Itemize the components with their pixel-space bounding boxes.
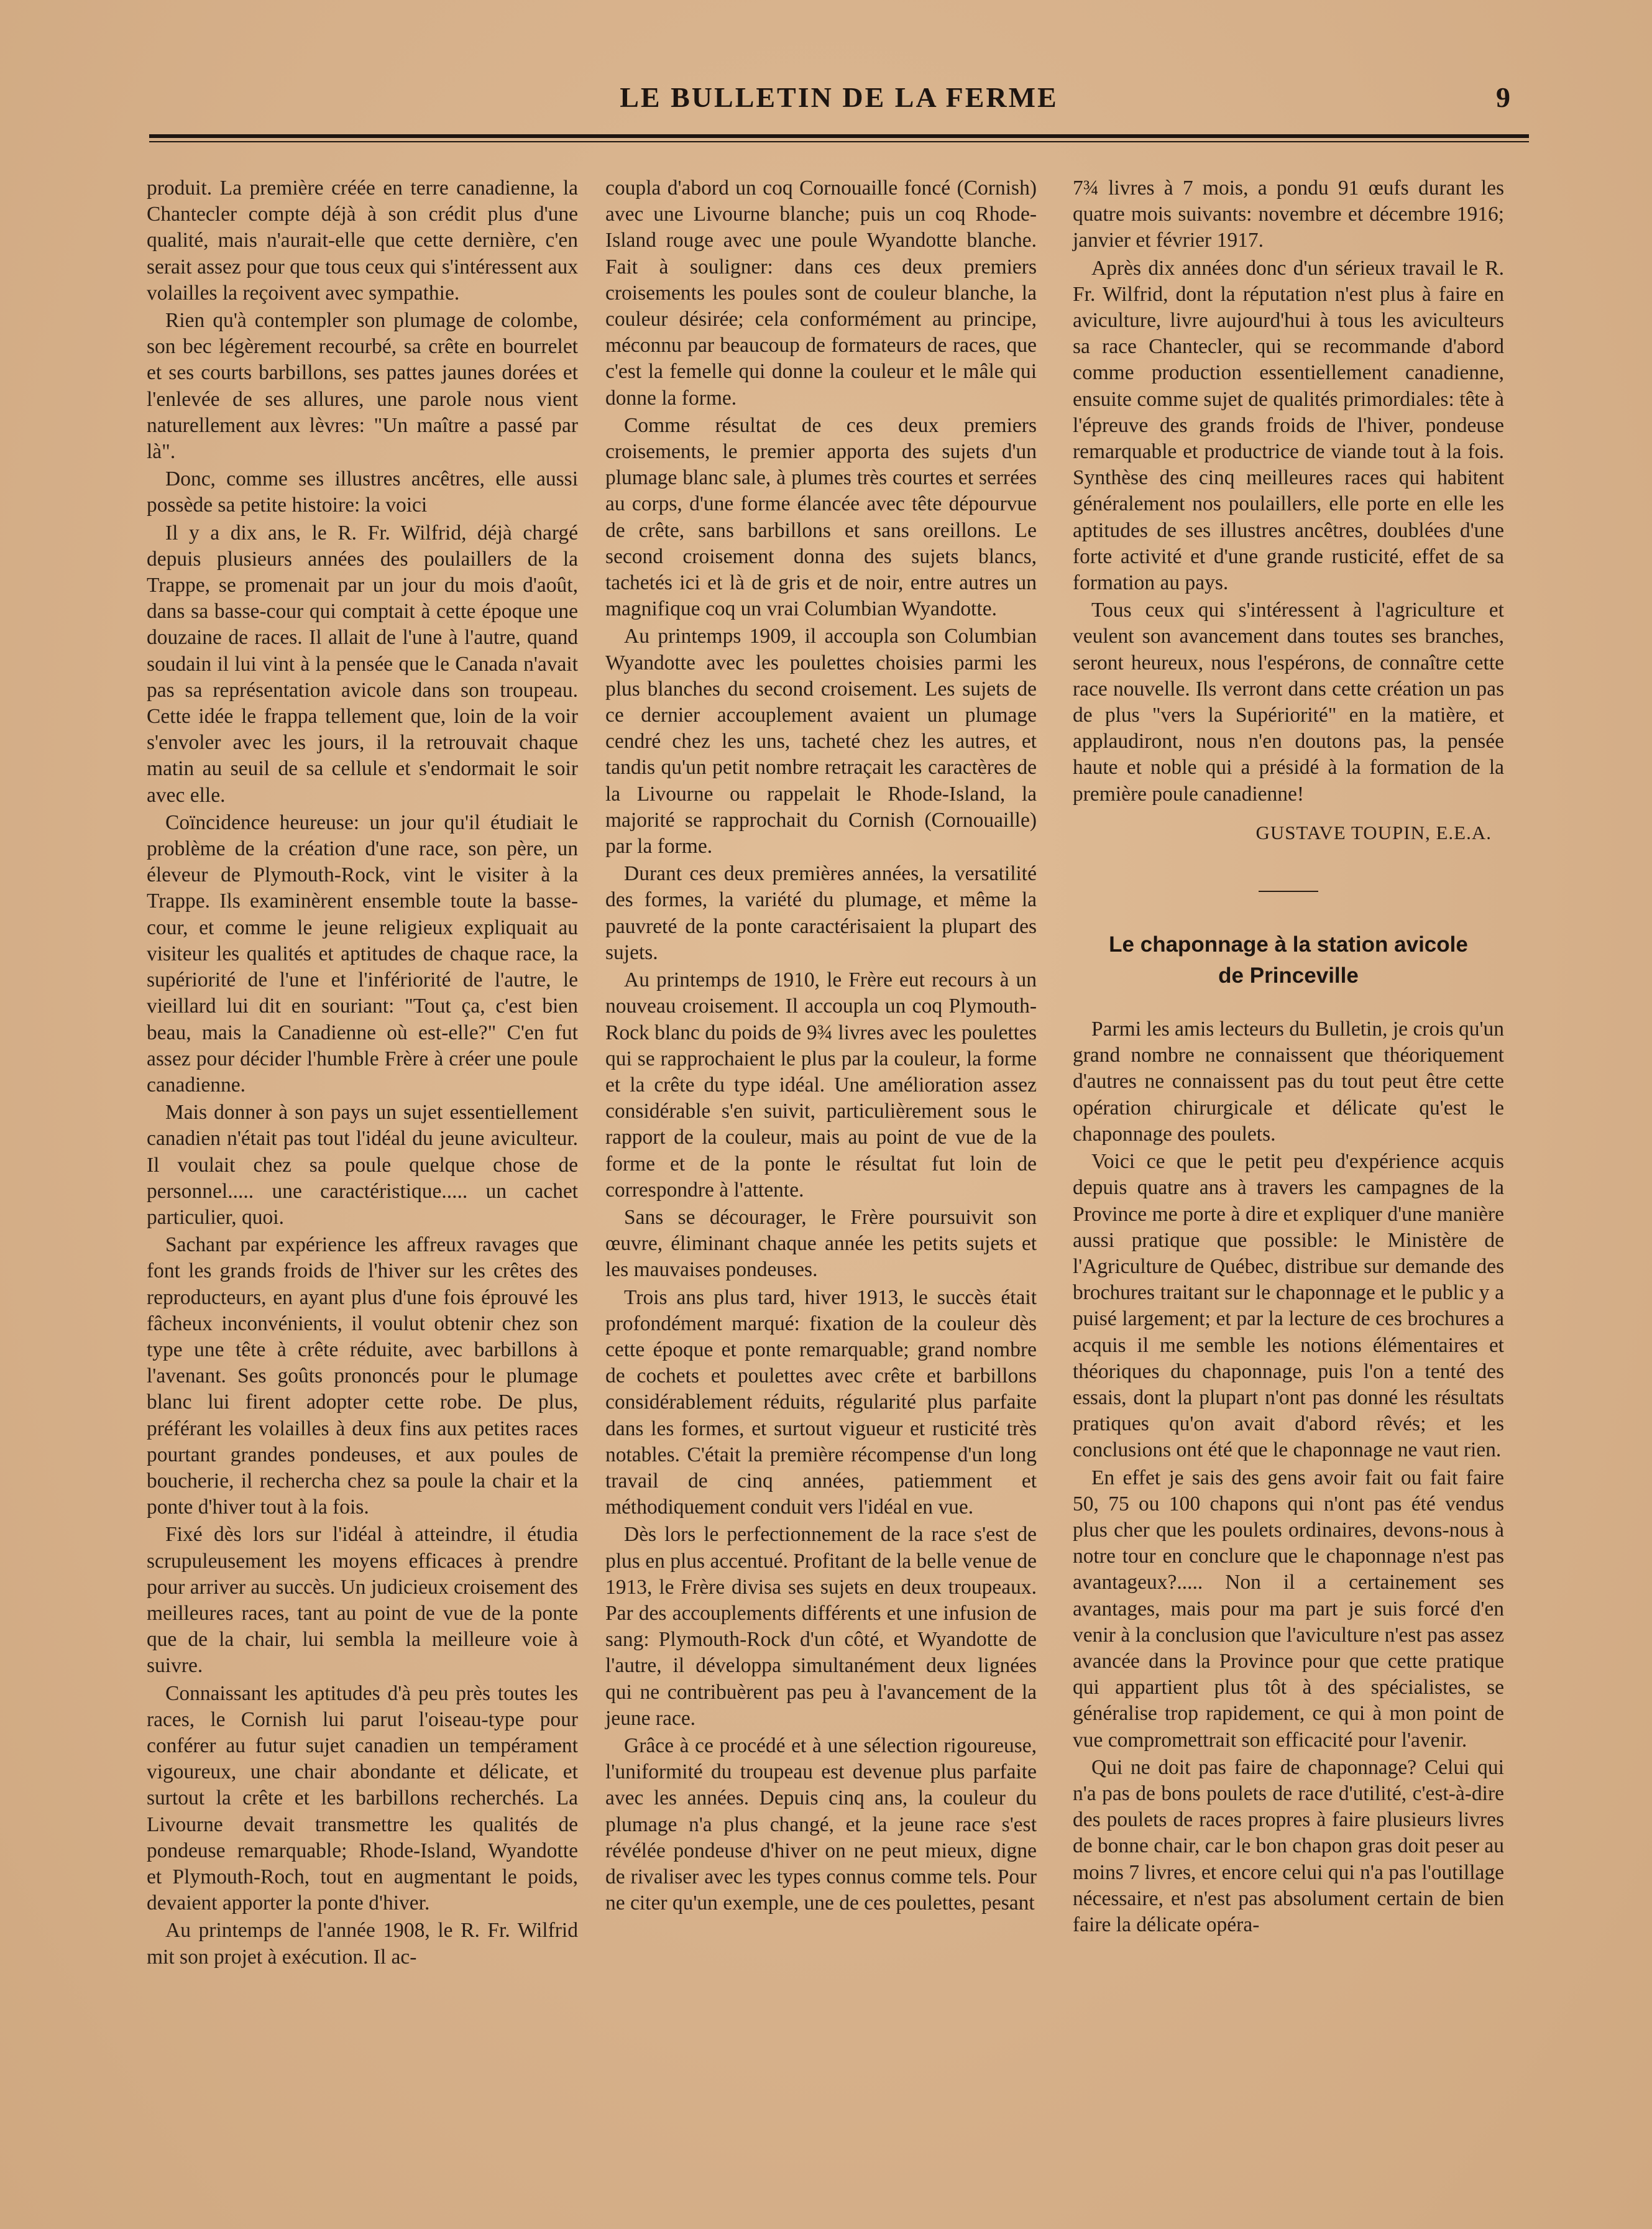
paragraph: Fixé dès lors sur l'idéal à atteindre, il étudia scrupuleusement les moyens efficaces à prendre pour arriver au succès. Un judicieux croisement des meilleures races, tant au point de vue de la ponte que de la chair, lui sembla la meilleure voie à suivre. bbox=[147, 1523, 578, 1678]
section-title-line-1: Le chaponnage à la station avicole bbox=[1109, 932, 1468, 957]
paragraph: Tous ceux qui s'intéressent à l'agriculture et veulent son avancement dans toutes ses branches, seront heureux, nous l'espérons, de connaître cette race nouvelle. Ils verront dans cette création un pas de plus "vers la Supériorité" en la matière, et applaudiront, nous n'en doutons pas, la pensée haute et noble qui a présidé à la formation de la première poule canadienne! bbox=[1073, 599, 1504, 806]
paragraph: Dès lors le perfectionnement de la race s'est de plus en plus accentué. Profitant de la belle venue de 1913, le Frère divisa ses sujets en deux troupeaux. Par des accouplements différents et une infusion de sang: Plymouth-Rock d'un côté, et Wyandotte de l'autre, il développa simultanément deux lignées qui ne contribuèrent pas peu à l'avancement de la jeune race. bbox=[605, 1523, 1037, 1730]
paragraph: Voici ce que le petit peu d'expérience acquis depuis quatre ans à travers les campagnes de la Province me porte à dire et expliquer d'une manière aussi pratique que possible: le Ministère de l'Agriculture de Québec, distribue sur demande des brochures traitant sur le chaponnage et le public y a puisé largement; et par la lecture de ces brochures a acquis il me semble les notions élémentaires et théoriques du chaponnage, puis l'on a tenté des essais, dont la plupart n'ont pas donné les résultats pratiques qu'on avait d'abord rêvés; et les conclusions ont été que le chaponnage ne vaut rien. bbox=[1073, 1150, 1504, 1462]
paragraph: Au printemps 1909, il accoupla son Columbian Wyandotte avec les poulettes choisies parmi les plus blanches du second croisement. Les sujets de ce dernier accouplement avaient un plumage cendré chez les uns, tacheté chez les autres, et tandis qu'un petit nombre retraçait les caractères de la Livourne ou rappelait le Rhode-Island, la majorité se rapprochait du Cornish (Cornouaille) par la forme. bbox=[605, 625, 1037, 858]
paragraph: Au printemps de 1910, le Frère eut recours à un nouveau croisement. Il accoupla un coq Plymouth-Rock blanc du poids de 9¾ livres avec les poulettes qui se rapprochaient le plus par la couleur, la forme et la crête du type idéal. Une amélioration assez considérable s'en suivit, particulièrement sous le rapport de la couleur, mais au point de vue de la forme et de la ponte le résultat fut loin de correspondre à l'attente. bbox=[605, 968, 1037, 1202]
paragraph: Rien qu'à contempler son plumage de colombe, son bec légèrement recourbé, sa crête en bourrelet et ses courts barbillons, ses pattes jaunes dorées et l'enlevée de ses allures, une parole nous vient naturellement aux lèvres: "Un maître a passé par là". bbox=[147, 309, 578, 464]
article-separator bbox=[1259, 891, 1318, 892]
paragraph: Sachant par expérience les affreux ravages que font les grands froids de l'hiver sur les crêtes des reproducteurs, en ayant plus d'une fois éprouvé les fâcheux inconvénients, il voulut obtenir chez son type une tête à crête réduite, avec barbillons à l'avenant. Ses goûts prononcés pour le plumage blanc lui firent adopter cette robe. De plus, préférant les volailles à deux fins aux petites races pourtant grandes pondeuses, et aux poules de boucherie, il rechercha chez sa poule la chair et la ponte d'hiver tout à la fois. bbox=[147, 1233, 578, 1519]
column-3 bbox=[1073, 175, 1504, 1939]
paragraph: Connaissant les aptitudes d'à peu près toutes les races, le Cornish lui parut l'oiseau-type pour conférer au futur sujet canadien un tempérament vigoureux, une chair abondante et délicate, et surtout la crête et les barbillons recherchés. La Livourne devait transmettre les qualités de pondeuse remarquable; Rhode-Island, Wyandotte et Plymouth-Roch, tout en augmentant le poids, devaient apporter la ponte d'hiver. bbox=[147, 1681, 578, 1915]
paragraph: Grâce à ce procédé et à une sélection rigoureuse, l'uniformité du troupeau est devenue plus parfaite avec les années. Depuis cinq ans, la couleur du plumage n'a plus changé, et la jeune race s'est révélée pondeuse d'hiver on ne peut mieux, digne de rivaliser avec les types connus comme tels. Pour ne citer qu'un exemple, une de ces poulettes, pesant bbox=[605, 1734, 1037, 1915]
masthead-title: LE BULLETIN DE LA FERME bbox=[620, 81, 1058, 113]
page-header bbox=[149, 73, 1529, 129]
paragraph: Coïncidence heureuse: un jour qu'il étudiait le problème de la création d'une race, son père, un éleveur de Plymouth-Rock, vint le visiter à la Trappe. Ils examinèrent ensemble toute la basse-cour, et comme le jeune religieux expliquait au visiteur les qualités et aptitudes de chaque race, la supériorité de l'une et l'infériorité de l'autre, le vieillard lui dit en souriant: "Tout ça, c'est bien beau, mais la Canadienne où est-elle?" C'en fut assez pour décider l'humble Frère à créer une poule canadienne. bbox=[147, 811, 578, 1096]
paragraph: Sans se décourager, le Frère poursuivit son œuvre, éliminant chaque année les petits sujets et les mauvaises pondeuses. bbox=[605, 1205, 1037, 1282]
paragraph: Trois ans plus tard, hiver 1913, le succès était profondément marqué: fixation de la couleur dès cette époque et ponte remarquable; grand nombre de cochets et poulettes avec crête et barbillons considérablement réduits, régularité plus parfaite dans les formes, et surtout vigueur et rusticité très notables. C'était la première récompense d'un long travail de cinq années, patiemment et méthodiquement conduit vers l'idéal en vue. bbox=[605, 1285, 1037, 1519]
paragraph: Mais donner à son pays un sujet essentiellement canadien n'était pas tout l'idéal du jeune aviculteur. Il voulait chez sa poule quelque chose de personnel..... une caractéristique..... un cachet particulier, quoi. bbox=[147, 1101, 578, 1229]
header-rule-thick bbox=[149, 134, 1529, 138]
page-number: 9 bbox=[1496, 81, 1510, 113]
paragraph: En effet je sais des gens avoir fait ou fait faire 50, 75 ou 100 chapons qui n'ont pas été vendus plus cher que les poulets ordinaires, devons-nous à notre tour en conclure que le chaponnage n'est pas avantageux?..... Non il a certainement ses avantages, mais pour ma part je suis forcé d'en venir à la conclusion que l'aviculture n'est pas assez avancée dans la Province pour que cette pratique qui appartient plus tôt à des spécialistes, se généralise trop rapidement, ce qui à mon point de vue compromettrait son efficacité pour l'avenir. bbox=[1073, 1466, 1504, 1752]
paragraph: Durant ces deux premières années, la versatilité des formes, la variété du plumage, et même la pauvreté de la ponte caractérisaient la plupart des sujets. bbox=[605, 862, 1037, 964]
paragraph: coupla d'abord un coq Cornouaille foncé (Cornish) avec une Livourne blanche; puis un coq Rhode-Island rouge avec une poule Wyandotte blanche. Fait à souligner: dans ces deux premiers croisements les poules sont de couleur blanche, la couleur désirée; cela conformément au principe, méconnu par beaucoup de formateurs de races, que c'est la femelle qui donne la couleur et le mâle qui donne la forme. bbox=[605, 177, 1037, 410]
section-title-line-2: de Princeville bbox=[1218, 963, 1359, 988]
paragraph: Donc, comme ses illustres ancêtres, elle aussi possède sa petite histoire: la voici bbox=[147, 467, 578, 517]
header-rule-thin bbox=[149, 141, 1529, 142]
section-title bbox=[1073, 929, 1504, 991]
paragraph: Qui ne doit pas faire de chaponnage? Celui qui n'a pas de bons poulets de race d'utilité, c'est-à-dire des poulets de races propres à faire plusieurs livres de bonne chair, car le bon chapon gras doit peser au moins 7 livres, et encore celui qui n'a pas l'outillage nécessaire, et n'est pas absolument certain de bien faire la délicate opéra- bbox=[1073, 1755, 1504, 1936]
paragraph: 7¾ livres à 7 mois, a pondu 91 œufs durant les quatre mois suivants: novembre et décembre 1916; janvier et février 1917. bbox=[1073, 177, 1504, 252]
column-1 bbox=[147, 175, 578, 1972]
paragraph: Parmi les amis lecteurs du Bulletin, je crois qu'un grand nombre ne connaissent que théoriquement d'autres ne connaissent pas du tout peut être cette opération chirurgicale et délicate qu'est le chaponnage des poulets. bbox=[1073, 1018, 1504, 1146]
paragraph: produit. La première créée en terre canadienne, la Chantecler compte déjà à son crédit plus d'une qualité, mais n'aurait-elle que cette dernière, c'en serait assez pour que tous ceux qui s'intéressent aux volailles la reçoivent avec sympathie. bbox=[147, 177, 578, 305]
column-2 bbox=[605, 175, 1037, 1918]
paragraph: Au printemps de l'année 1908, le R. Fr. Wilfrid mit son projet à exécution. Il ac- bbox=[147, 1919, 578, 1969]
paragraph: Après dix années donc d'un sérieux travail le R. Fr. Wilfrid, dont la réputation n'est plus à faire en aviculture, livre aujourd'hui à tous les aviculteurs sa race Chantecler, qui se recommande d'abord comme production essentiellement canadienne, ensuite comme sujet de qualités primordiales: tête à l'épreuve des grands froids de l'hiver, pondeuse remarquable et productrice de viande tout à la fois. Synthèse des cinq meilleures races qui habitent généralement nos poulaillers, elle porte en elle les aptitudes de ses illustres ancêtres, doublées d'une forte activité et d'une grande rusticité, effet de sa formation au pays. bbox=[1073, 256, 1504, 595]
article-signature: GUSTAVE TOUPIN, E.E.A. bbox=[1255, 821, 1492, 843]
paragraph: Comme résultat de ces deux premiers croisements, le premier apporta des sujets d'un plumage blanc sale, à plumes très courtes et serrées au corps, d'une forme élancée avec tête dépourvue de crête, sans barbillons et sans oreillons. Le second croisement donna des sujets blancs, tachetés ici et là de gris et de noir, entre autres un magnifique coq un vrai Columbian Wyandotte. bbox=[605, 413, 1037, 621]
paragraph: Il y a dix ans, le R. Fr. Wilfrid, déjà chargé depuis plusieurs années des poulaillers de la Trappe, se promenait par un jour du mois d'août, dans sa basse-cour qui comptait à cette époque une douzaine de races. Il allait de l'une à l'autre, quand soudain il lui vint à la pensée que le Canada n'avait pas sa représentation avicole dans son troupeau. Cette idée le frappa tellement que, loin de la voir s'envoler avec les jours, il la retrouvait chaque matin au seuil de sa cellule et s'endormait le soir avec elle. bbox=[147, 521, 578, 807]
